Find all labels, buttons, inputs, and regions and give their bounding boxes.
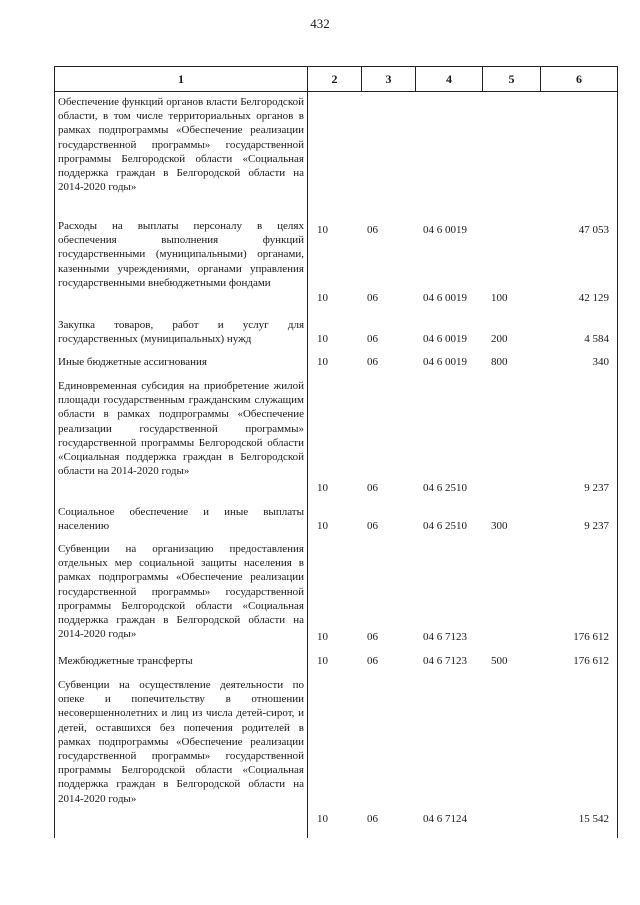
row-target-article: 04 6 0019 <box>423 292 467 304</box>
row-subsection: 06 <box>367 655 378 667</box>
row-target-article: 04 6 2510 <box>423 482 467 494</box>
column-header-2: 2 <box>308 67 362 91</box>
row-subsection: 06 <box>367 813 378 825</box>
row-description: Единовременная субсидия на приобретение жилой площади государственным гражданским служащим области в рамках подпрограммы «Обеспечение реализации государственной программы» государственной программы Белгородской области «Социальная поддержка граждан в Белгородской области на 2014-2020 годы» <box>58 380 304 478</box>
row-target-article: 04 6 0019 <box>423 224 467 236</box>
row-amount: 42 129 <box>578 292 609 304</box>
row-expense-type: 800 <box>491 356 508 368</box>
row-amount: 9 237 <box>584 520 609 532</box>
row-description: Субвенции на осуществление деятельности по опеке и попечительству в отношении несовершеннолетних и лиц из числа детей-сирот, и детей, оставшихся без попечения родителей в рамках подпрограммы «Обеспечение реализации государственной программы» государственной программы Белгородской области «Социальная поддержка граждан в Белгородской области на 2014-2020 годы» <box>58 679 304 805</box>
row-target-article: 04 6 0019 <box>423 356 467 368</box>
row-amount: 176 612 <box>573 631 609 643</box>
column-header-5: 5 <box>483 67 541 91</box>
row-subsection: 06 <box>367 224 378 236</box>
row-subsection: 06 <box>367 482 378 494</box>
row-section: 10 <box>317 333 328 345</box>
row-section: 10 <box>317 292 328 304</box>
row-description: Обеспечение функций органов власти Белгородской области, в том числе территориальных органов в рамках подпрограммы «Обеспечение реализации государственной программы» государственной программы Белгородской области «Социальная поддержка граждан в Белгородской области на 2014-2020 годы» <box>58 96 304 194</box>
row-expense-type: 200 <box>491 333 508 345</box>
row-target-article: 04 6 7123 <box>423 655 467 667</box>
row-amount: 176 612 <box>573 655 609 667</box>
row-section: 10 <box>317 631 328 643</box>
row-section: 10 <box>317 520 328 532</box>
row-section: 10 <box>317 482 328 494</box>
row-subsection: 06 <box>367 520 378 532</box>
row-target-article: 04 6 7123 <box>423 631 467 643</box>
row-section: 10 <box>317 356 328 368</box>
row-description: Расходы на выплаты персоналу в целях обеспечения выполнения функций государственными (муниципальными) органами, казенными учреждениями, органами управления государственными внебюджетными фондами <box>58 220 304 289</box>
row-amount: 47 053 <box>578 224 609 236</box>
row-amount: 15 542 <box>578 813 609 825</box>
row-description: Межбюджетные трансферты <box>58 655 193 667</box>
row-amount: 340 <box>592 356 609 368</box>
page-number: 432 <box>310 16 330 31</box>
table-header-row <box>55 67 617 92</box>
column-header-4: 4 <box>416 67 483 91</box>
column-header-1: 1 <box>55 67 308 91</box>
row-section: 10 <box>317 655 328 667</box>
row-subsection: 06 <box>367 292 378 304</box>
column-divider <box>307 91 308 838</box>
row-target-article: 04 6 7124 <box>423 813 467 825</box>
row-amount: 9 237 <box>584 482 609 494</box>
row-target-article: 04 6 2510 <box>423 520 467 532</box>
row-expense-type: 300 <box>491 520 508 532</box>
row-expense-type: 500 <box>491 655 508 667</box>
row-amount: 4 584 <box>584 333 609 345</box>
row-expense-type: 100 <box>491 292 508 304</box>
row-description: Социальное обеспечение и иные выплаты населению <box>58 506 304 533</box>
row-description: Закупка товаров, работ и услуг для государственных (муниципальных) нужд <box>58 319 304 346</box>
budget-table <box>54 66 618 838</box>
row-section: 10 <box>317 813 328 825</box>
row-subsection: 06 <box>367 333 378 345</box>
row-target-article: 04 6 0019 <box>423 333 467 345</box>
row-section: 10 <box>317 224 328 236</box>
row-subsection: 06 <box>367 631 378 643</box>
column-header-3: 3 <box>362 67 416 91</box>
row-description: Иные бюджетные ассигнования <box>58 356 207 368</box>
column-header-6: 6 <box>576 72 582 86</box>
row-subsection: 06 <box>367 356 378 368</box>
row-description: Субвенции на организацию предоставления отдельных мер социальной защиты населения в рамках подпрограммы «Обеспечение реализации государственной программы» государственной программы Белгородской области «Социальная поддержка граждан в Белгородской области на 2014-2020 годы» <box>58 543 304 641</box>
